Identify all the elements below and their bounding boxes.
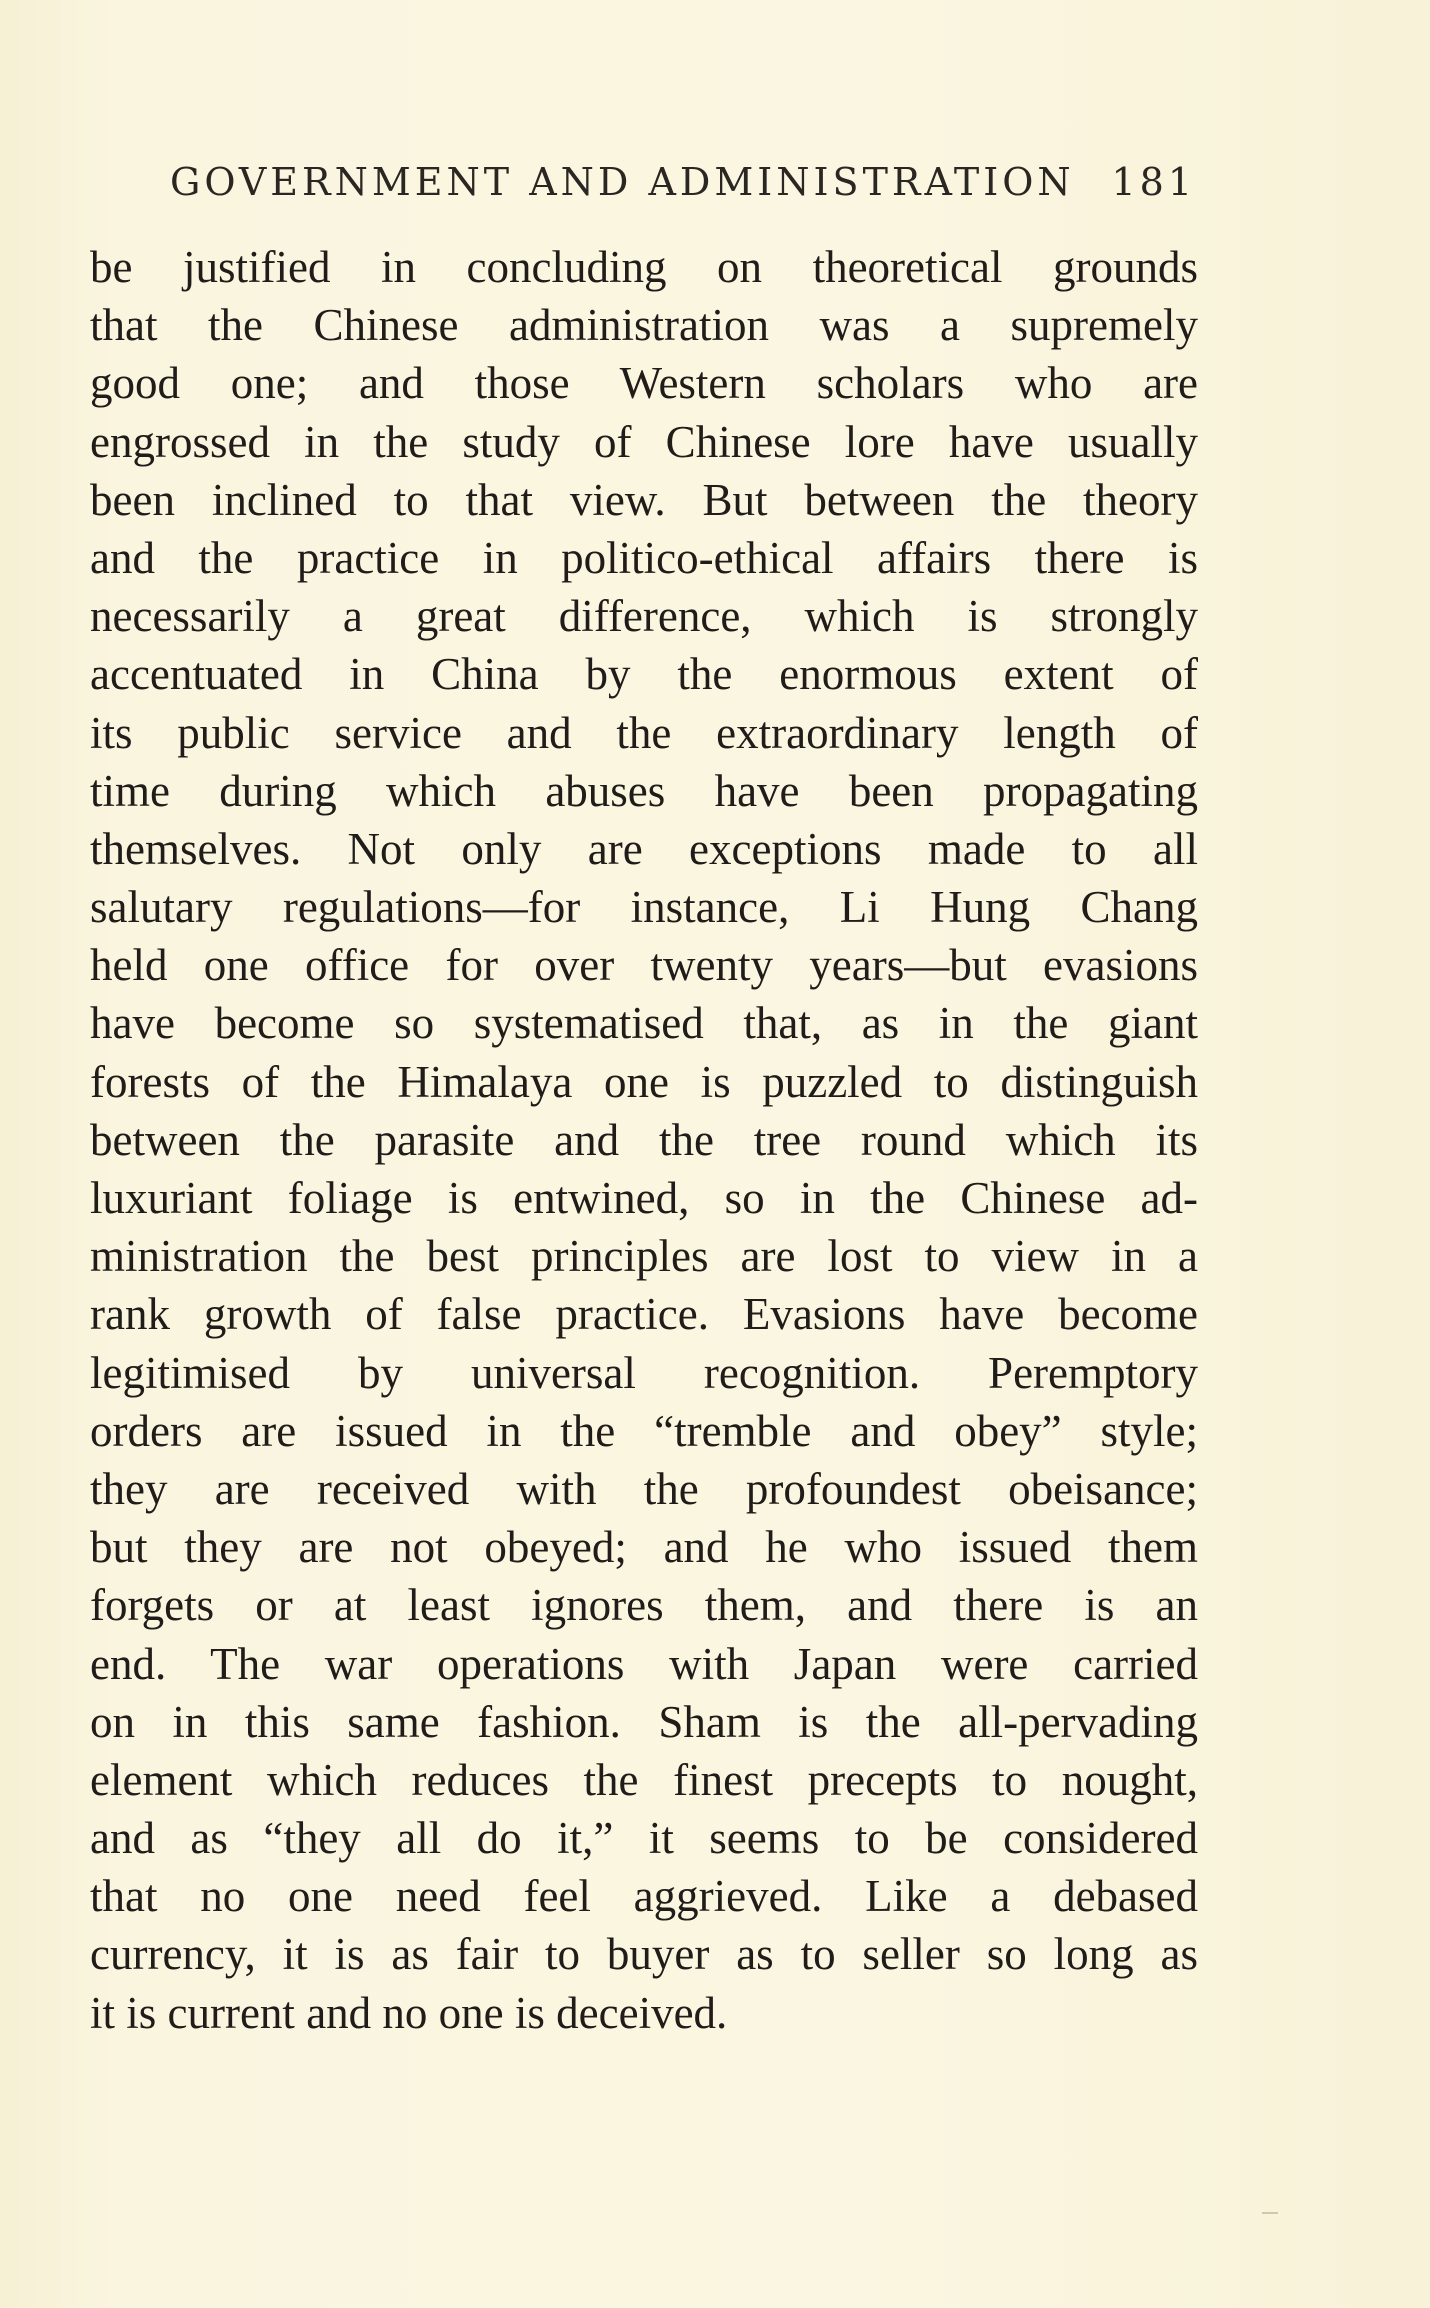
text-line: its public service and the extraordinary length of	[90, 707, 1198, 758]
text-line: that no one need feel aggrieved. Like a debased	[90, 1871, 1198, 1922]
text-line: held one office for over twenty years—but evasions	[90, 940, 1198, 991]
text-line: be justified in concluding on theoretical grounds	[90, 242, 1198, 292]
text-line: have become so systematised that, as in the giant	[90, 998, 1198, 1049]
text-line: on in this same fashion. Sham is the all-pervading	[90, 1696, 1198, 1747]
text-line: and as “they all do it,” it seems to be considered	[90, 1813, 1198, 1864]
text-line: engrossed in the study of Chinese lore have usually	[90, 416, 1198, 467]
text-line: time during which abuses have been propagating	[90, 765, 1198, 816]
text-line: good one; and those Western scholars who are	[90, 358, 1198, 409]
page-number: 181	[1111, 160, 1196, 204]
paper-mark	[1262, 2212, 1278, 2214]
text-line: accentuated in China by the enormous extent of	[90, 649, 1198, 700]
text-line: end. The war operations with Japan were carried	[90, 1638, 1198, 1689]
text-line: forests of the Himalaya one is puzzled to distinguish	[90, 1056, 1198, 1107]
text-line: and the practice in politico-ethical affairs there is	[90, 532, 1198, 583]
text-line: forgets or at least ignores them, and there is an	[90, 1580, 1198, 1631]
text-line: it is current and no one is deceived.	[90, 1987, 728, 2038]
text-line: element which reduces the finest precepts to nought,	[90, 1754, 1198, 1805]
running-head	[170, 160, 1196, 210]
text-line: they are received with the profoundest obeisance;	[90, 1463, 1198, 1514]
text-line: between the parasite and the tree round which its	[90, 1114, 1198, 1165]
text-line: been inclined to that view. But between the theory	[90, 474, 1198, 525]
text-line: luxuriant foliage is entwined, so in the Chinese ad-	[90, 1173, 1198, 1223]
text-line: rank growth of false practice. Evasions have become	[90, 1289, 1198, 1340]
running-head-title: GOVERNMENT AND ADMINISTRATION	[170, 160, 1075, 204]
text-line: salutary regulations—for instance, Li Hung Chang	[90, 882, 1198, 933]
text-line: orders are issued in the “tremble and obey” style;	[90, 1405, 1198, 1456]
text-line: ministration the best principles are lost to view in a	[90, 1231, 1198, 1282]
text-line: that the Chinese administration was a supremely	[90, 300, 1198, 351]
text-line: themselves. Not only are exceptions made to all	[90, 823, 1198, 874]
text-line: currency, it is as fair to buyer as to seller so long as	[90, 1929, 1198, 1980]
text-line: legitimised by universal recognition. Peremptory	[90, 1347, 1198, 1398]
text-line: necessarily a great difference, which is strongly	[90, 591, 1198, 642]
body-text	[90, 238, 1198, 2042]
text-line: but they are not obeyed; and he who issued them	[90, 1522, 1198, 1573]
